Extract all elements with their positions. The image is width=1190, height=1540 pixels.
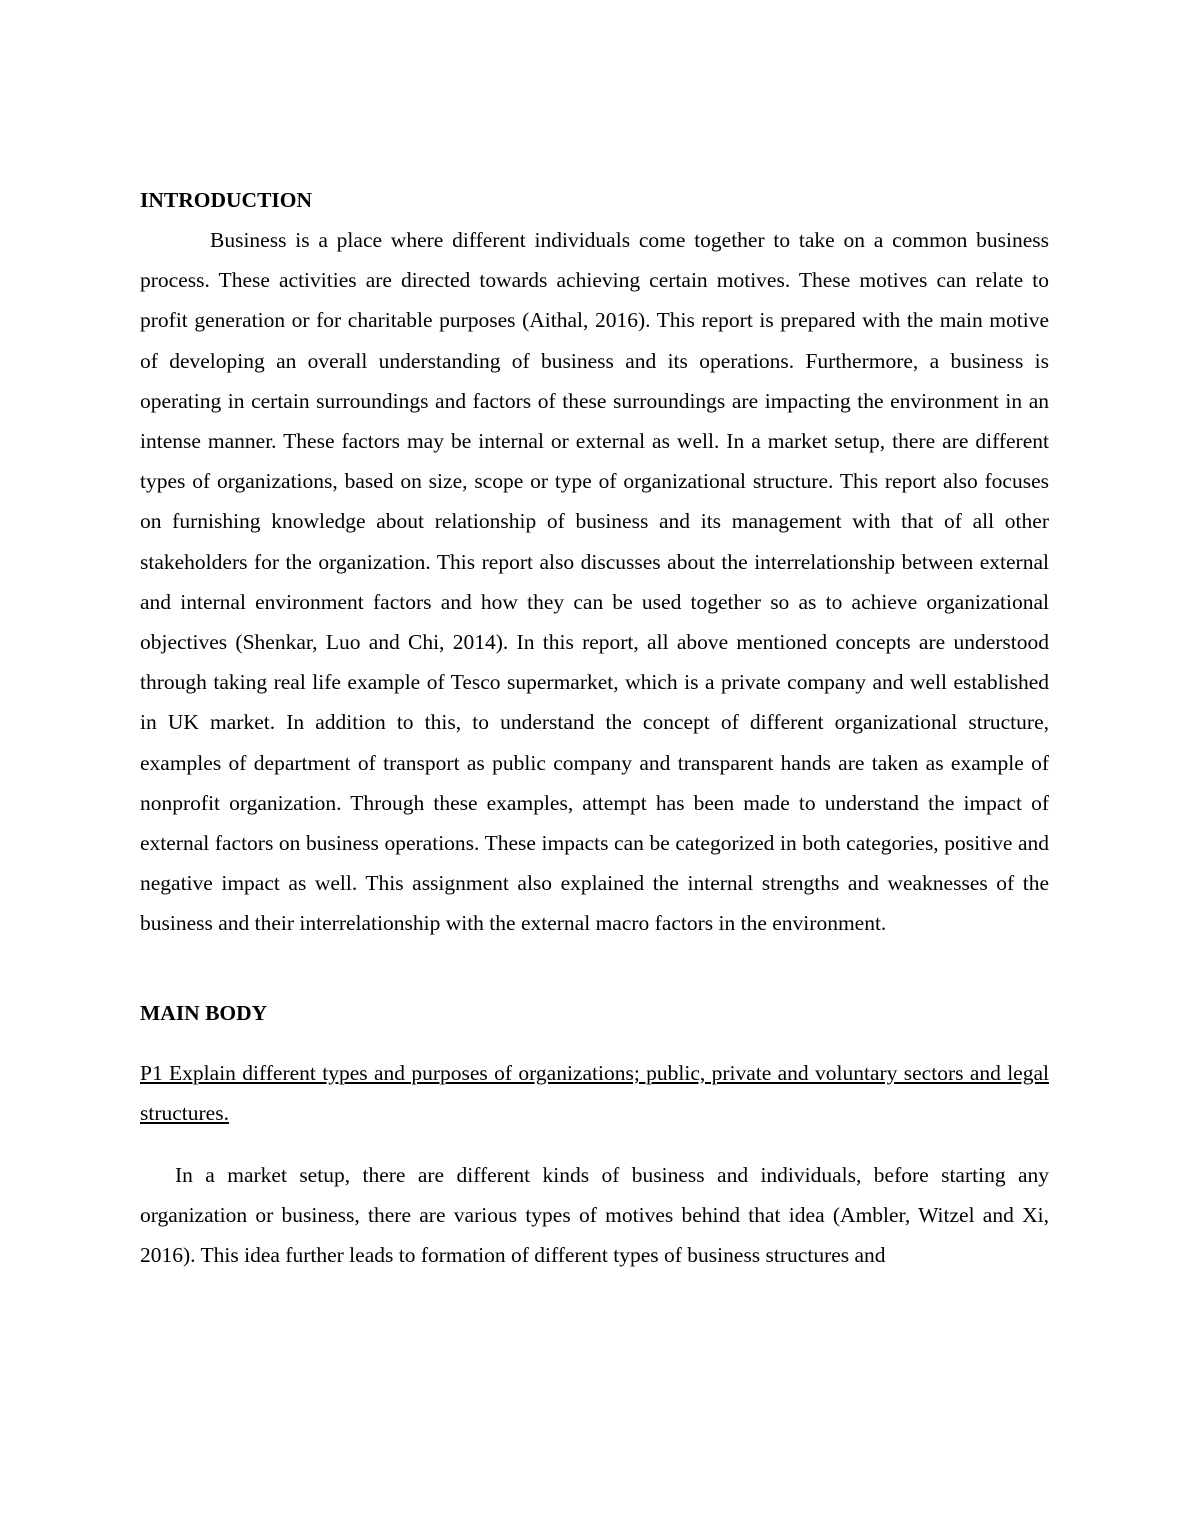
main-body-paragraph: In a market setup, there are different kinds of business and individuals, before starting any organization or business, there are various types of motives behind that idea (Ambler, Witzel and Xi, 2016). This idea further leads to formation of different types of business structures and	[140, 1162, 1049, 1267]
main-body-heading: MAIN BODY	[140, 1000, 268, 1025]
p1-subheading: P1 Explain different types and purposes of organizations; public, private and voluntary sectors and legal structures.	[140, 1060, 1049, 1125]
document-page	[140, 184, 1049, 1275]
introduction-paragraph: Business is a place where different individuals come together to take on a common business process. These activities are directed towards achieving certain motives. These motives can relate to profit generation or for charitable purposes (Aithal, 2016). This report is prepared with the main motive of developing an overall understanding of business and its operations. Furthermore, a business is operating in certain surroundings and factors of these surroundings are impacting the environment in an intense manner. These factors may be internal or external as well. In a market setup, there are different types of organizations, based on size, scope or type of organizational structure. This report also focuses on furnishing knowledge about relationship of business and its management with that of all other stakeholders for the organization. This report also discusses about the interrelationship between external and internal environment factors and how they can be used together so as to achieve organizational objectives (Shenkar, Luo and Chi, 2014). In this report, all above mentioned concepts are understood through taking real life example of Tesco supermarket, which is a private company and well established in UK market. In addition to this, to understand the concept of different organizational structure, examples of department of transport as public company and transparent hands are taken as example of nonprofit organization. Through these examples, attempt has been made to understand the impact of external factors on business operations. These impacts can be categorized in both categories, positive and negative impact as well. This assignment also explained the internal strengths and weaknesses of the business and their interrelationship with the external macro factors in the environment.	[140, 228, 1049, 936]
introduction-heading: INTRODUCTION	[140, 188, 313, 212]
